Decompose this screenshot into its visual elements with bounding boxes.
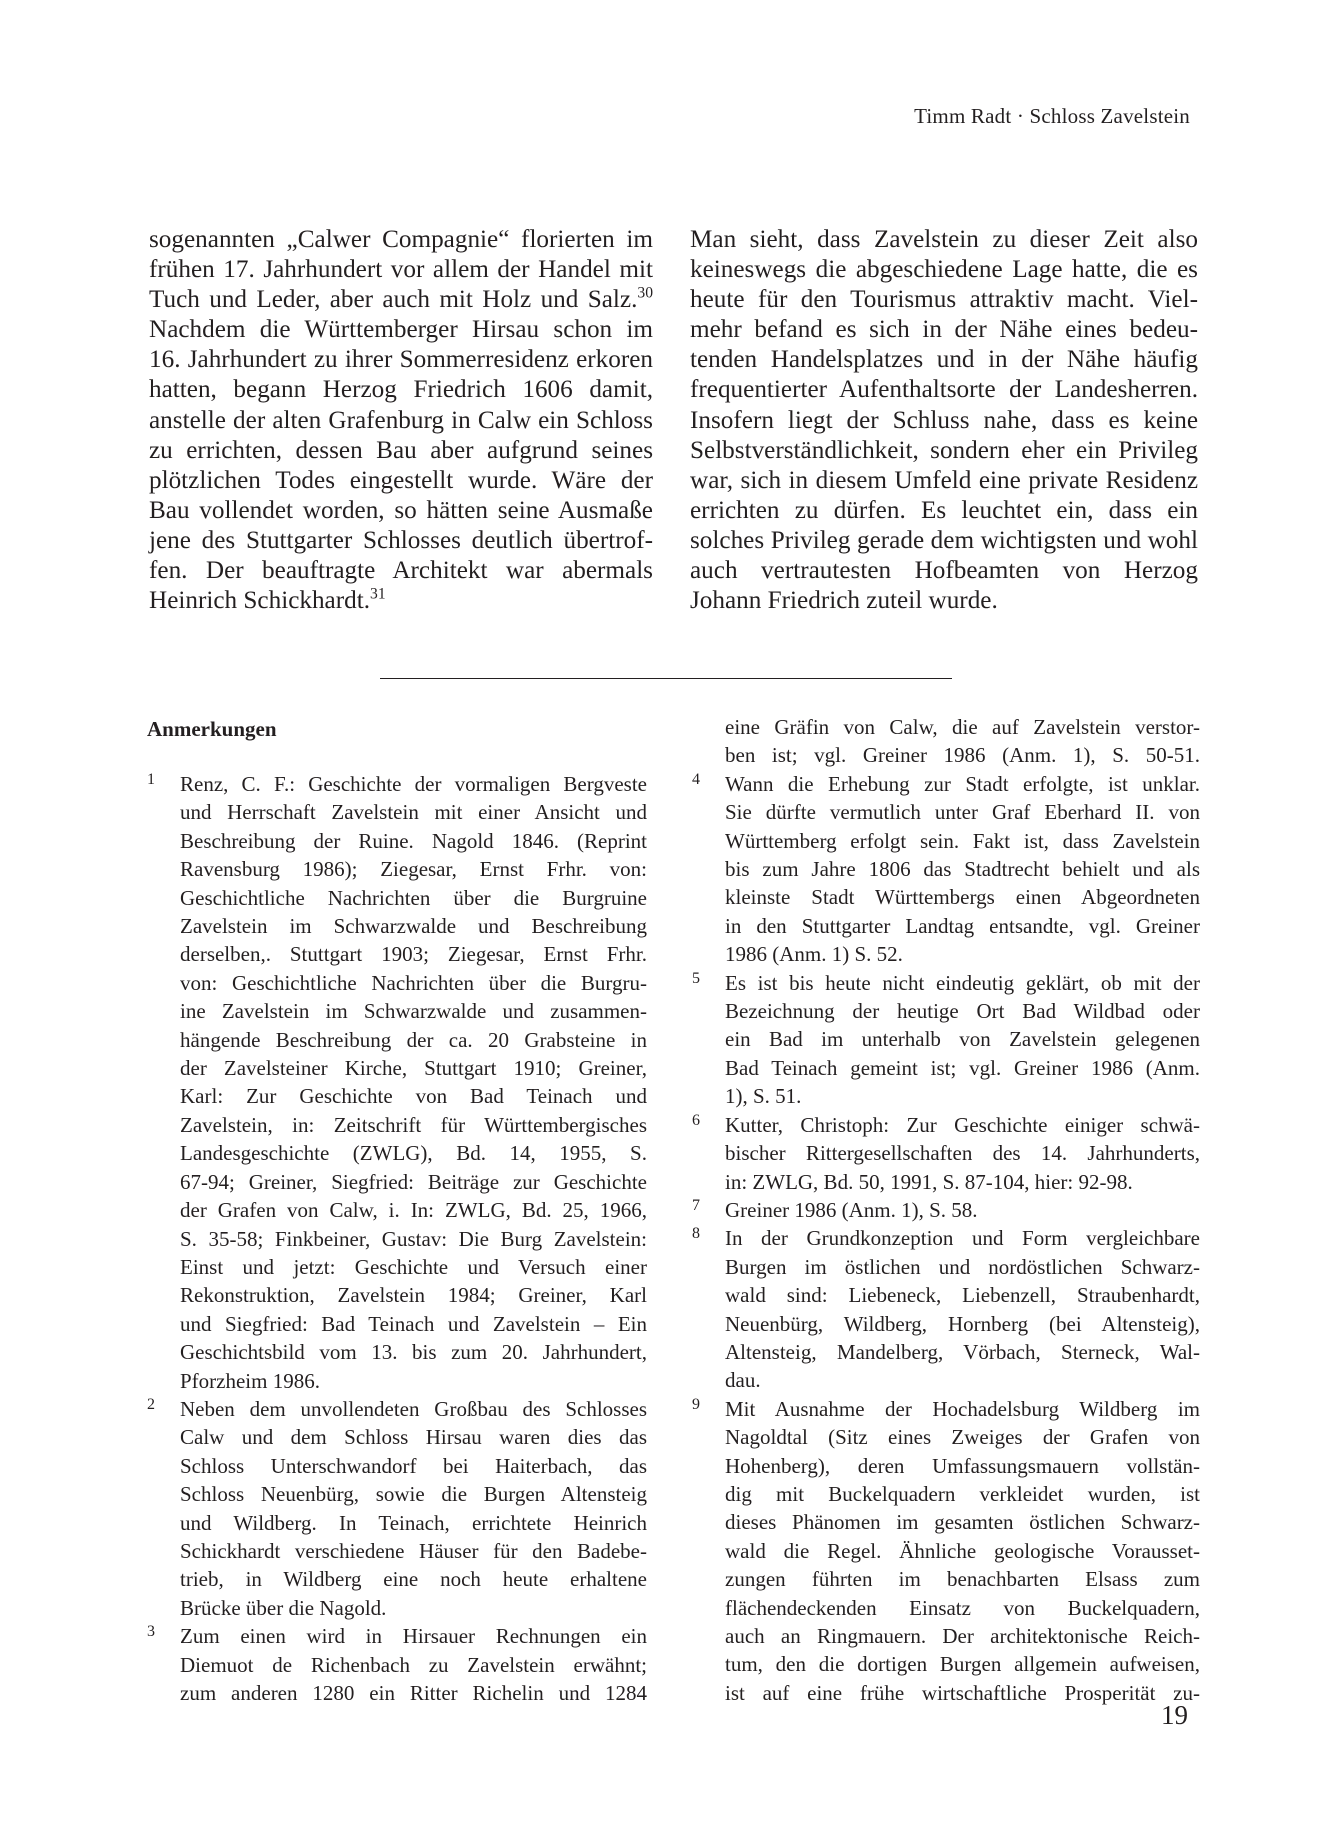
body-line: sogenannten „Calwer Compagnie“ florierten im: [149, 226, 653, 253]
footnote-line: Einst und jetzt: Geschichte und Versuch einer: [180, 1254, 647, 1279]
footnote-line: Zavelstein, in: Zeitschrift für Württembergisches: [180, 1112, 647, 1137]
footnote-number: 5: [692, 969, 700, 987]
footnote-line: bis zum Jahre 1806 das Stadtrecht behielt und als: [725, 857, 1200, 882]
footnote-line: 1986 (Anm. 1) S. 52.: [725, 942, 903, 967]
footnote-line: Neben dem unvollendeten Großbau des Schlosses: [180, 1396, 647, 1421]
footnote-line: Geschichtsbild vom 13. bis zum 20. Jahrhundert,: [180, 1340, 647, 1365]
footnote-line: flächendeckenden Einsatz von Buckelquadern,: [725, 1595, 1200, 1620]
footnote-line: Greiner 1986 (Anm. 1), S. 58.: [725, 1197, 978, 1222]
footnote-line: trieb, in Wildberg eine noch heute erhaltene: [180, 1567, 647, 1592]
footnote-text: [180, 770, 647, 1395]
body-line: solches Privileg gerade dem wichtigsten und wohl: [690, 526, 1198, 554]
page-number: 19: [1161, 1700, 1188, 1730]
body-line: Man sieht, dass Zavelstein zu dieser Zeit also: [690, 226, 1198, 253]
section-divider: [380, 678, 952, 679]
footnote-line: Es ist bis heute nicht eindeutig geklärt, ob mit der: [725, 970, 1200, 995]
footnote-line: ist auf eine frühe wirtschaftliche Prosperität zu-: [725, 1680, 1200, 1705]
footnote-line: 67-94; Greiner, Siegfried: Beiträge zur Geschichte: [180, 1169, 647, 1194]
body-line: [149, 586, 653, 616]
footnote-5: [692, 969, 1200, 1111]
body-column-left: [149, 225, 653, 616]
footnote-line: Bad Teinach gemeint ist; vgl. Greiner 1986 (Anm.: [725, 1055, 1200, 1080]
body-line-text: Heinrich Schickhardt.: [149, 587, 371, 615]
footnote-line: S. 35-58; Finkbeiner, Gustav: Die Burg Zavelstein:: [180, 1226, 647, 1251]
footnote-line: bischer Rittergesellschaften des 14. Jahrhunderts,: [725, 1141, 1200, 1166]
footnote-line: Zum einen wird in Hirsauer Rechnungen ein: [180, 1624, 647, 1649]
footnote-line: dig mit Buckelquadern verkleidet wurden, ist: [725, 1481, 1200, 1506]
footnote-text: [725, 770, 1200, 969]
footnote-number: 6: [692, 1111, 700, 1129]
footnote-line: Zavelstein im Schwarzwalde und Beschreibung: [180, 914, 647, 939]
footnote-line: Karl: Zur Geschichte von Bad Teinach und: [180, 1084, 647, 1109]
footnote-3: [147, 1622, 647, 1707]
footnote-number: 9: [692, 1395, 700, 1413]
footnote-number: 7: [692, 1196, 700, 1214]
body-line: Nachdem die Württemberger Hirsau schon im: [149, 316, 653, 344]
footnote-line: kleinste Stadt Württembergs einen Abgeordneten: [725, 885, 1200, 910]
body-line: Selbstverständlichkeit, sondern eher ein Privileg: [690, 436, 1198, 464]
footnote-number: 8: [692, 1225, 700, 1243]
footnote-text: [725, 1395, 1200, 1707]
footnote-line: Renz, C. F.: Geschichte der vormaligen Bergveste: [180, 772, 647, 796]
body-line: hatten, begann Herzog Friedrich 1606 damit,: [149, 376, 653, 404]
footnote-6: [692, 1111, 1200, 1196]
footnote-number: 1: [147, 771, 155, 788]
footnote-line: Ravensburg 1986); Ziegesar, Ernst Frhr. von:: [180, 857, 647, 882]
footnote-line: Diemuot de Richenbach zu Zavelstein erwähnt;: [180, 1652, 647, 1677]
footnote-line: zungen führten im benachbarten Elsass zum: [725, 1567, 1200, 1592]
body-line: 16. Jahrhundert zu ihrer Sommerresidenz erkoren: [149, 346, 653, 374]
footnote-text: [180, 1395, 647, 1622]
body-column-right: [690, 225, 1198, 616]
footnote-line: in den Stuttgarter Landtag entsandte, vgl. Greiner: [725, 913, 1200, 938]
footnote-line: Hohenberg), deren Umfassungsmauern vollstän-: [725, 1453, 1200, 1478]
footnote-4: [692, 770, 1200, 969]
footnote-line: ben ist; vgl. Greiner 1986 (Anm. 1), S. 50-51.: [725, 743, 1200, 768]
body-line: mehr befand es sich in der Nähe eines bedeu-: [690, 316, 1198, 344]
footnote-line: tum, den die dortigen Burgen allgemein aufweisen,: [725, 1652, 1200, 1677]
running-head: Timm Radt · Schloss Zavelstein: [914, 104, 1190, 128]
footnote-line: und Wildberg. In Teinach, errichtete Heinrich: [180, 1510, 647, 1535]
footnote-line: zum anderen 1280 ein Ritter Richelin und 1284: [180, 1681, 647, 1705]
footnote-line: Calw und dem Schloss Hirsau waren dies das: [180, 1425, 647, 1450]
footnote-text: [725, 969, 1200, 1111]
footnote-number: 3: [147, 1623, 155, 1641]
footnote-line: Kutter, Christoph: Zur Geschichte einiger schwä-: [725, 1112, 1200, 1137]
footnote-line: dau.: [725, 1368, 761, 1393]
footnote-line: hängende Beschreibung der ca. 20 Grabsteine in: [180, 1027, 647, 1052]
footnote-line: Wann die Erhebung zur Stadt erfolgte, ist unklar.: [725, 771, 1200, 796]
body-line: heute für den Tourismus attraktiv macht. Viel-: [690, 286, 1198, 314]
footnote-line: und Siegfried: Bad Teinach und Zavelstein – Ein: [180, 1311, 647, 1336]
body-line: tenden Handelsplatzes und in der Nähe häufig: [690, 346, 1198, 374]
notes-column-left: [147, 770, 647, 1707]
footnote-line: in: ZWLG, Bd. 50, 1991, S. 87-104, hier: 92-98.: [725, 1169, 1133, 1194]
footnote-line: wald sind: Liebeneck, Liebenzell, Straubenhardt,: [725, 1283, 1200, 1308]
footnote-line: der Grafen von Calw, i. In: ZWLG, Bd. 25, 1966,: [180, 1198, 647, 1223]
footnote-text: [725, 1111, 1200, 1196]
body-line: plötzlichen Todes eingestellt wurde. Wäre der: [149, 466, 653, 494]
footnote-text: [725, 1196, 1200, 1224]
footnote-line: Altensteig, Mandelberg, Vörbach, Sterneck, Wal-: [725, 1339, 1200, 1364]
body-line: jene des Stuttgarter Schlosses deutlich übertrof-: [149, 526, 653, 554]
body-line: errichten zu dürfen. Es leuchtet ein, dass ein: [690, 496, 1198, 524]
footnote-3-continuation: [692, 713, 1200, 770]
footnote-line: ein Bad im unterhalb von Zavelstein gelegenen: [725, 1027, 1200, 1052]
footnote-line: Pforzheim 1986.: [180, 1368, 320, 1393]
footnote-ref[interactable]: 31: [370, 585, 386, 603]
footnote-line: Mit Ausnahme der Hochadelsburg Wildberg im: [725, 1396, 1200, 1421]
body-line: anstelle der alten Grafenburg in Calw ein Schloss: [149, 406, 653, 434]
notes-heading: Anmerkungen: [147, 717, 277, 741]
footnote-number: 2: [147, 1395, 155, 1413]
footnote-line: dieses Phänomen im gesamten östlichen Schwarz-: [725, 1510, 1200, 1535]
footnote-line: eine Gräfin von Calw, die auf Zavelstein verstor-: [725, 715, 1200, 739]
footnote-line: Burgen im östlichen und nordöstlichen Schwarz-: [725, 1254, 1200, 1279]
footnote-line: Schickhardt verschiedene Häuser für den Badebe-: [180, 1538, 647, 1563]
body-line: Bau vollendet worden, so hätten seine Ausmaße: [149, 496, 653, 524]
footnote-line: Schloss Unterschwandorf bei Haiterbach, das: [180, 1453, 647, 1478]
footnote-text: [180, 1622, 647, 1707]
footnote-line: Rekonstruktion, Zavelstein 1984; Greiner, Karl: [180, 1283, 647, 1308]
footnote-1: [147, 770, 647, 1395]
footnote-number: 4: [692, 770, 700, 788]
footnote-line: Geschichtliche Nachrichten über die Burgruine: [180, 885, 647, 910]
footnote-line: Bezeichnung der heutige Ort Bad Wildbad oder: [725, 999, 1200, 1024]
footnote-line: auch an Ringmauern. Der architektonische Reich-: [725, 1624, 1200, 1648]
footnote-line: und Herrschaft Zavelstein mit einer Ansicht und: [180, 800, 647, 825]
footnote-line: Neuenbürg, Wildberg, Hornberg (bei Altensteig),: [725, 1311, 1200, 1336]
footnote-line: 1), S. 51.: [725, 1084, 802, 1109]
body-line: frühen 17. Jahrhundert vor allem der Handel mit: [149, 256, 653, 284]
footnote-text: [725, 1224, 1200, 1394]
body-line: fen. Der beauftragte Architekt war abermals: [149, 557, 653, 585]
body-line: Johann Friedrich zuteil wurde.: [690, 587, 998, 615]
footnote-9: [692, 1395, 1200, 1707]
body-line: [149, 285, 653, 315]
body-line: zu errichten, dessen Bau aber aufgrund seines: [149, 436, 653, 464]
footnote-7: [692, 1196, 1200, 1224]
body-line: war, sich in diesem Umfeld eine private Residenz: [690, 466, 1198, 494]
notes-column-right: [692, 713, 1200, 1707]
footnote-line: Nagoldtal (Sitz eines Zweiges der Grafen von: [725, 1425, 1200, 1450]
body-line: auch vertrautesten Hofbeamten von Herzog: [690, 557, 1198, 585]
footnote-line: ine Zavelstein im Schwarzwalde und zusammen-: [180, 999, 647, 1024]
footnote-line: In der Grundkonzeption und Form vergleichbare: [725, 1226, 1200, 1251]
footnote-line: Württemberg erfolgt sein. Fakt ist, dass Zavelstein: [725, 828, 1200, 853]
footnote-line: der Zavelsteiner Kirche, Stuttgart 1910; Greiner,: [180, 1056, 647, 1081]
footnote-line: Sie dürfte vermutlich unter Graf Eberhard II. von: [725, 800, 1200, 825]
body-line-text: Tuch und Leder, aber auch mit Holz und Salz.: [149, 286, 638, 314]
footnote-8: [692, 1224, 1200, 1394]
footnote-line: Beschreibung der Ruine. Nagold 1846. (Reprint: [180, 828, 647, 853]
footnote-line: Brücke über die Nagold.: [180, 1595, 387, 1620]
footnote-line: von: Geschichtliche Nachrichten über die Burgru-: [180, 970, 647, 995]
footnote-line: Schloss Neuenbürg, sowie die Burgen Altensteig: [180, 1482, 647, 1507]
footnote-line: derselben,. Stuttgart 1903; Ziegesar, Ernst Frhr.: [180, 942, 647, 967]
footnote-ref[interactable]: 30: [637, 284, 653, 302]
body-line: keineswegs die abgeschiedene Lage hatte, die es: [690, 256, 1198, 284]
footnote-line: wald die Regel. Ähnliche geologische Vorausset-: [725, 1538, 1200, 1563]
body-line: Insofern liegt der Schluss nahe, dass es keine: [690, 406, 1198, 434]
footnote-line: Landesgeschichte (ZWLG), Bd. 14, 1955, S.: [180, 1141, 647, 1166]
body-line: frequentierter Aufenthaltsorte der Landesherren.: [690, 376, 1198, 404]
footnote-2: [147, 1395, 647, 1622]
